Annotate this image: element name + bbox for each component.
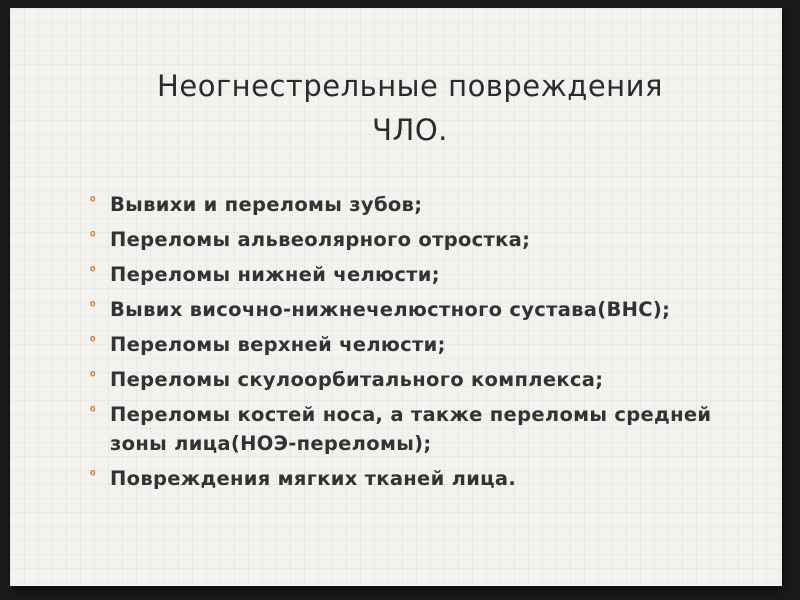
bullet-item xyxy=(90,400,750,458)
slide-title-line-2: ЧЛО. xyxy=(372,113,448,147)
bullet-text: Вывих височно-нижнечелюстного сустава(ВНС); xyxy=(110,298,671,321)
bullet-list xyxy=(90,190,750,499)
bullet-text: Вывихи и переломы зубов; xyxy=(110,193,423,216)
bullet-item xyxy=(90,295,750,324)
bullet-item xyxy=(90,365,750,394)
bullet-marker-icon: ⁰ xyxy=(90,230,96,245)
slide-title xyxy=(70,64,750,152)
bullet-text: Переломы альвеолярного отростка; xyxy=(110,228,531,251)
bullet-marker-icon: ⁰ xyxy=(90,335,96,350)
bullet-item xyxy=(90,330,750,359)
bullet-item xyxy=(90,260,750,289)
slide-title-line-1: Неогнестрельные повреждения xyxy=(157,69,663,103)
bullet-marker-icon: ⁰ xyxy=(90,195,96,210)
bullet-text: Переломы верхней челюсти; xyxy=(110,333,446,356)
bullet-text: Переломы нижней челюсти; xyxy=(110,263,440,286)
bullet-marker-icon: ⁰ xyxy=(90,405,96,420)
bullet-text: Переломы костей носа, а также переломы средней зоны лица(НОЭ-переломы); xyxy=(110,403,712,455)
slide xyxy=(10,8,782,586)
bullet-marker-icon: ⁰ xyxy=(90,265,96,280)
bullet-marker-icon: ⁰ xyxy=(90,469,96,484)
bullet-text: Повреждения мягких тканей лица. xyxy=(110,467,517,490)
bullet-item xyxy=(90,464,750,493)
bullet-marker-icon: ⁰ xyxy=(90,300,96,315)
bullet-text: Переломы скулоорбитального комплекса; xyxy=(110,368,604,391)
bullet-item xyxy=(90,190,750,219)
bullet-item xyxy=(90,225,750,254)
bullet-marker-icon: ⁰ xyxy=(90,370,96,385)
